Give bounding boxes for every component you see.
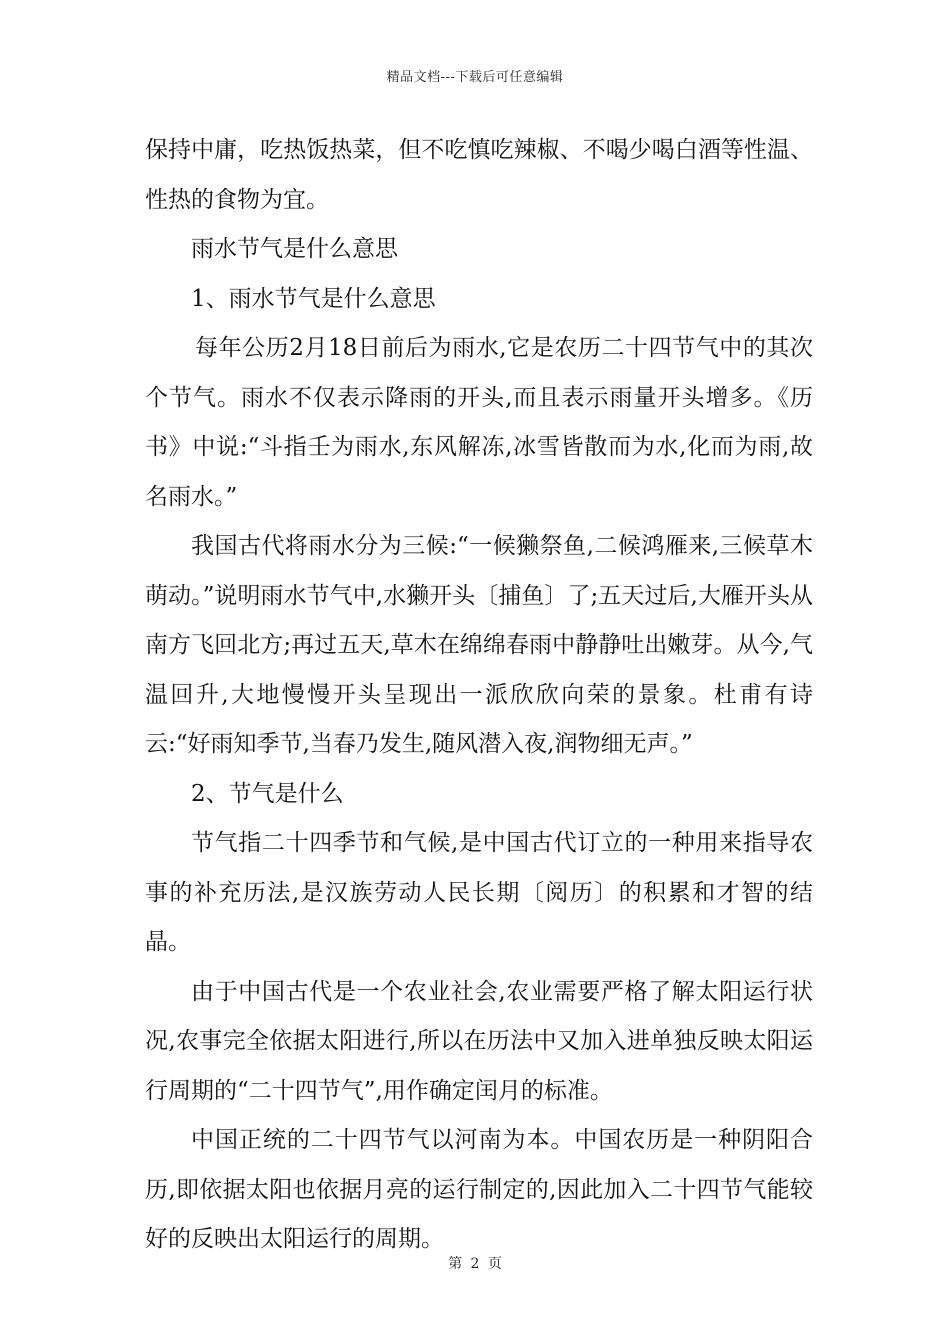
paragraph-agricultural-society: 由于中国古代是一个农业社会,农业需要严格了解太阳运行状况,农事完全依据太阳进行,所以在历法中又加入进单独反映太阳运行周期的“二十四节气”,用作确定闰月的标准。 bbox=[145, 978, 813, 1104]
paragraph-three-phases: 我国古代将雨水分为三候:“一候獭祭鱼,二候鸿雁来,三候草木萌动。”说明雨水节气中,水獭开头〔捕鱼〕了;五天过后,大雁开头从南方飞回北方;再过五天,草木在绵绵春雨中静静吐出嫩芽。从今,气温回升,大地慢慢开头呈现出一派欣欣向荣的景象。杜甫有诗云:“好雨知季节,当春乃发生,随风潜入夜,润物细无声。” bbox=[145, 533, 813, 757]
paragraph-henan-origin: 中国正统的二十四节气以河南为本。中国农历是一种阴阳合历,即依据太阳也依据月亮的运行制定的,因此加入二十四节气能较好的反映出太阳运行的周期。 bbox=[145, 1127, 813, 1252]
paragraph-diet-advice: 保持中庸，吃热饭热菜，但不吃慎吃辣椒、不喝少喝白酒等性温、性热的食物为宜。 bbox=[145, 137, 813, 213]
paragraph-rain-water-meaning: 每年公历2月18日前后为雨水,它是农历二十四节气中的其次个节气。雨水不仅表示降雨的开头,而且表示雨量开头增多。《历书》中说:“斗指壬为雨水,东风解冻,冰雪皆散而为水,化而为雨,故名雨水。” bbox=[145, 335, 813, 510]
page-header: 精品文档---下载后可任意编辑 bbox=[386, 70, 564, 85]
document-body bbox=[145, 126, 813, 1265]
page-number: 第 2 页 bbox=[448, 1256, 502, 1272]
paragraph-solar-term-definition: 节气指二十四季节和气候,是中国古代订立的一种用来指导农事的补充历法,是汉族劳动人民长期〔阅历〕的积累和才智的结晶。 bbox=[145, 830, 813, 955]
subsection-heading-1: 1、雨水节气是什么意思 bbox=[191, 285, 436, 312]
subsection-heading-2: 2、节气是什么 bbox=[191, 780, 344, 807]
section-title: 雨水节气是什么意思 bbox=[191, 236, 398, 262]
